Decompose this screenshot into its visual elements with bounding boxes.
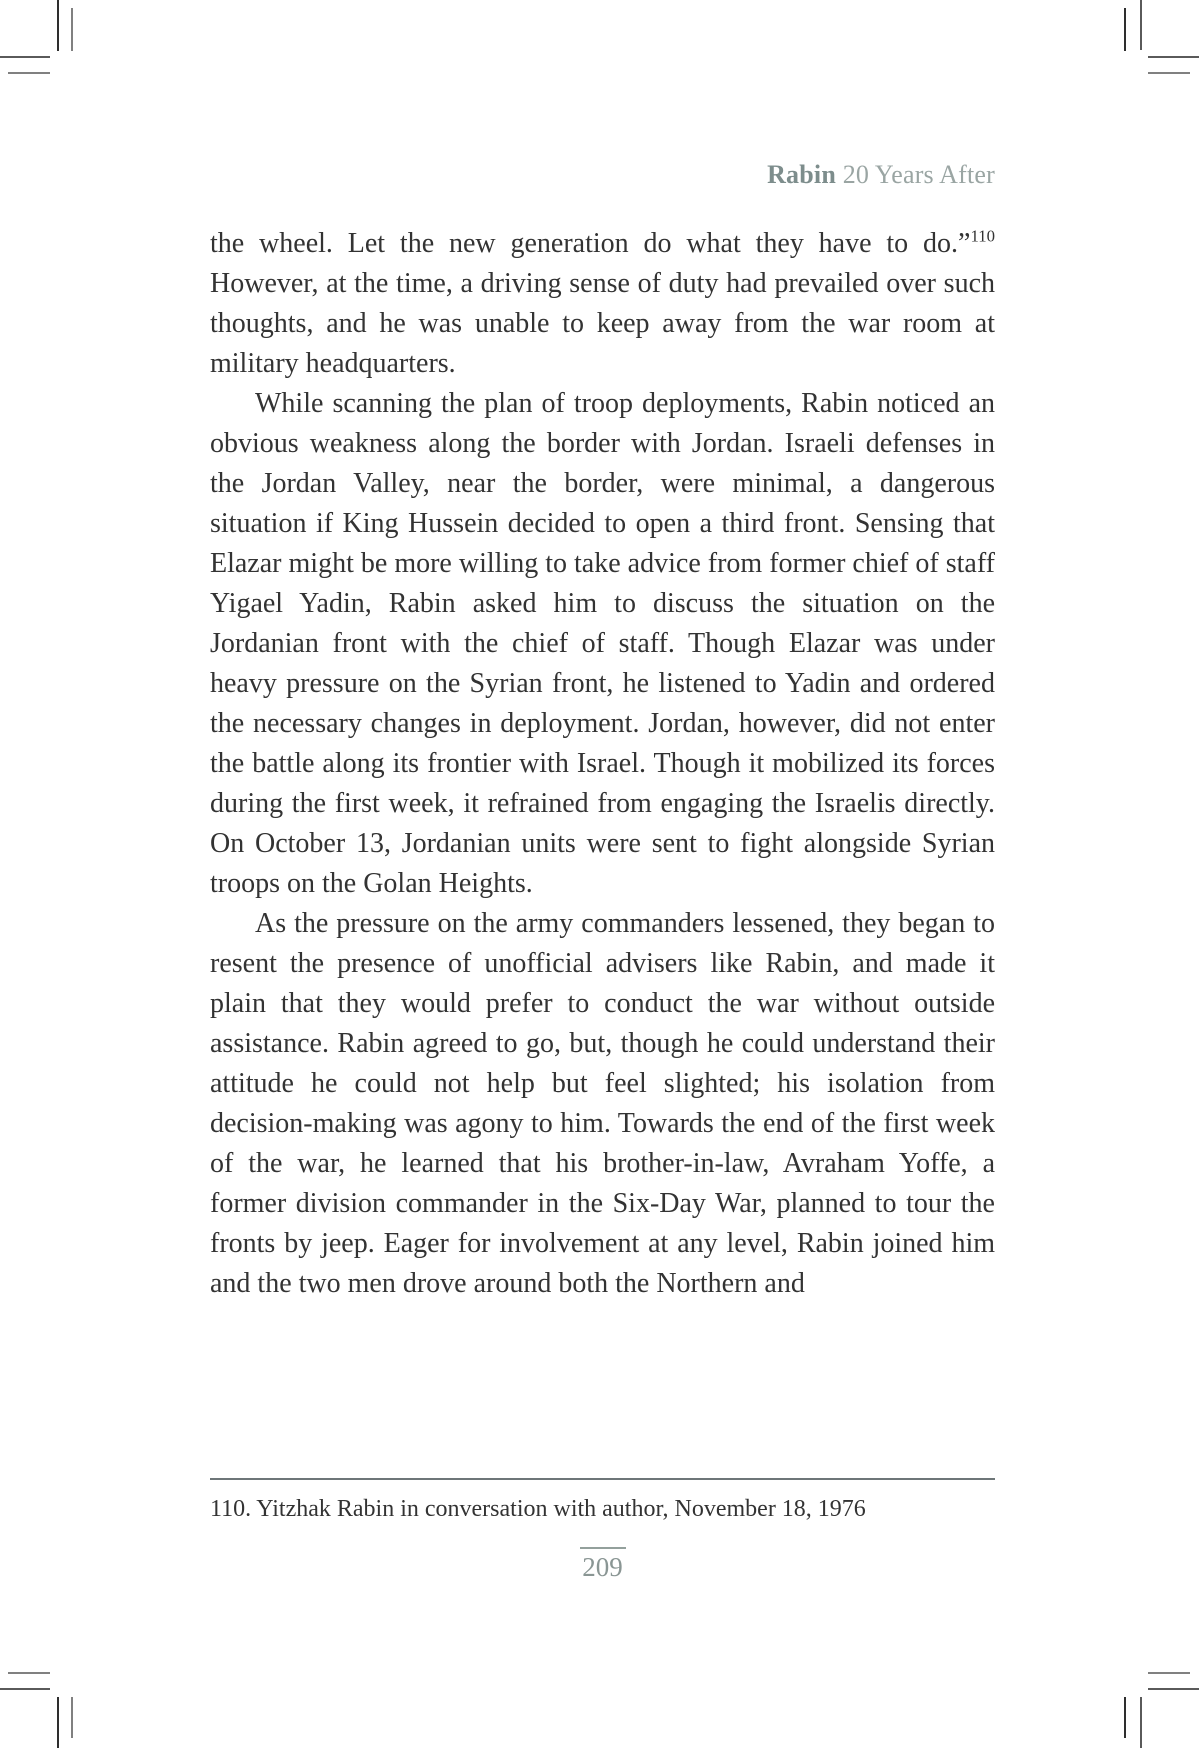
crop-mark-line: [71, 1697, 73, 1738]
footnote-reference: 110: [970, 226, 995, 246]
header-book-title: Rabin: [767, 160, 836, 189]
crop-mark-line: [57, 1697, 59, 1748]
paragraph: [210, 904, 995, 1304]
body-text-block: [210, 224, 995, 1304]
crop-mark-line: [8, 72, 50, 74]
crop-mark-line: [1148, 56, 1199, 58]
paragraph-text: the wheel. Let the new generation do what they have to do.”: [210, 228, 971, 259]
footnote-text: 110. Yitzhak Rabin in conversation with author, November 18, 1976: [210, 1496, 866, 1522]
page-number-block: [210, 1547, 995, 1582]
footnote-separator: [210, 1478, 995, 1480]
crop-mark-line: [1140, 0, 1142, 50]
crop-mark-line: [71, 8, 73, 51]
crop-mark-line: [1148, 1672, 1190, 1674]
crop-mark-line: [0, 1688, 50, 1690]
crop-mark-line: [1148, 1688, 1199, 1690]
paragraph-text: While scanning the plan of troop deployments, Rabin noticed an obvious weakness along the border with Jordan. Israeli defenses in the Jordan Valley, near the border, were minimal, a dangerous situation if King Hussein decided to open a third front. Sensing that Elazar might be more willing to take advice from former chief of staff Yigael Yadin, Rabin asked him to discuss the situation on the Jordanian front with the chief of staff. Though Elazar was under heavy pressure on the Syrian front, he listened to Yadin and ordered the necessary changes in deployment. Jordan, however, did not enter the battle along its frontier with Israel. Though it mobilized its forces during the first week, it refrained from engaging the Israelis directly. On October 13, Jordanian units were sent to fight alongside Syrian troops on the Golan Heights.: [210, 388, 995, 899]
paragraph-text: As the pressure on the army commanders lessened, they began to resent the presence of unofficial advisers like Rabin, and made it plain that they would prefer to conduct the war without outside assistance. Rabin agreed to go, but, though he could understand their attitude he could not help but feel slighted; his isolation from decision-making was agony to him. Towards the end of the first week of the war, he learned that his brother-in-law, Avraham Yoffe, a former division commander in the Six-Day War, planned to tour the fronts by jeep. Eager for involvement at any level, Rabin joined him and the two men drove around both the Northern and: [210, 908, 995, 1299]
crop-mark-line: [1148, 72, 1190, 74]
crop-mark-line: [1140, 1697, 1142, 1748]
crop-mark-line: [0, 56, 50, 58]
paragraph: [210, 384, 995, 904]
crop-mark-line: [1124, 8, 1126, 51]
crop-mark-line: [1124, 1697, 1126, 1738]
paragraph: [210, 224, 995, 384]
crop-mark-line: [57, 0, 59, 51]
running-header: [210, 160, 995, 190]
page-number: 209: [582, 1552, 623, 1582]
crop-mark-line: [8, 1672, 50, 1674]
header-subtitle: 20 Years After: [836, 160, 995, 189]
page-number-rule: [580, 1547, 626, 1549]
paragraph-text: However, at the time, a driving sense of duty had prevailed over such thoughts, and he was unable to keep away from the war room at military headquarters.: [210, 268, 995, 379]
